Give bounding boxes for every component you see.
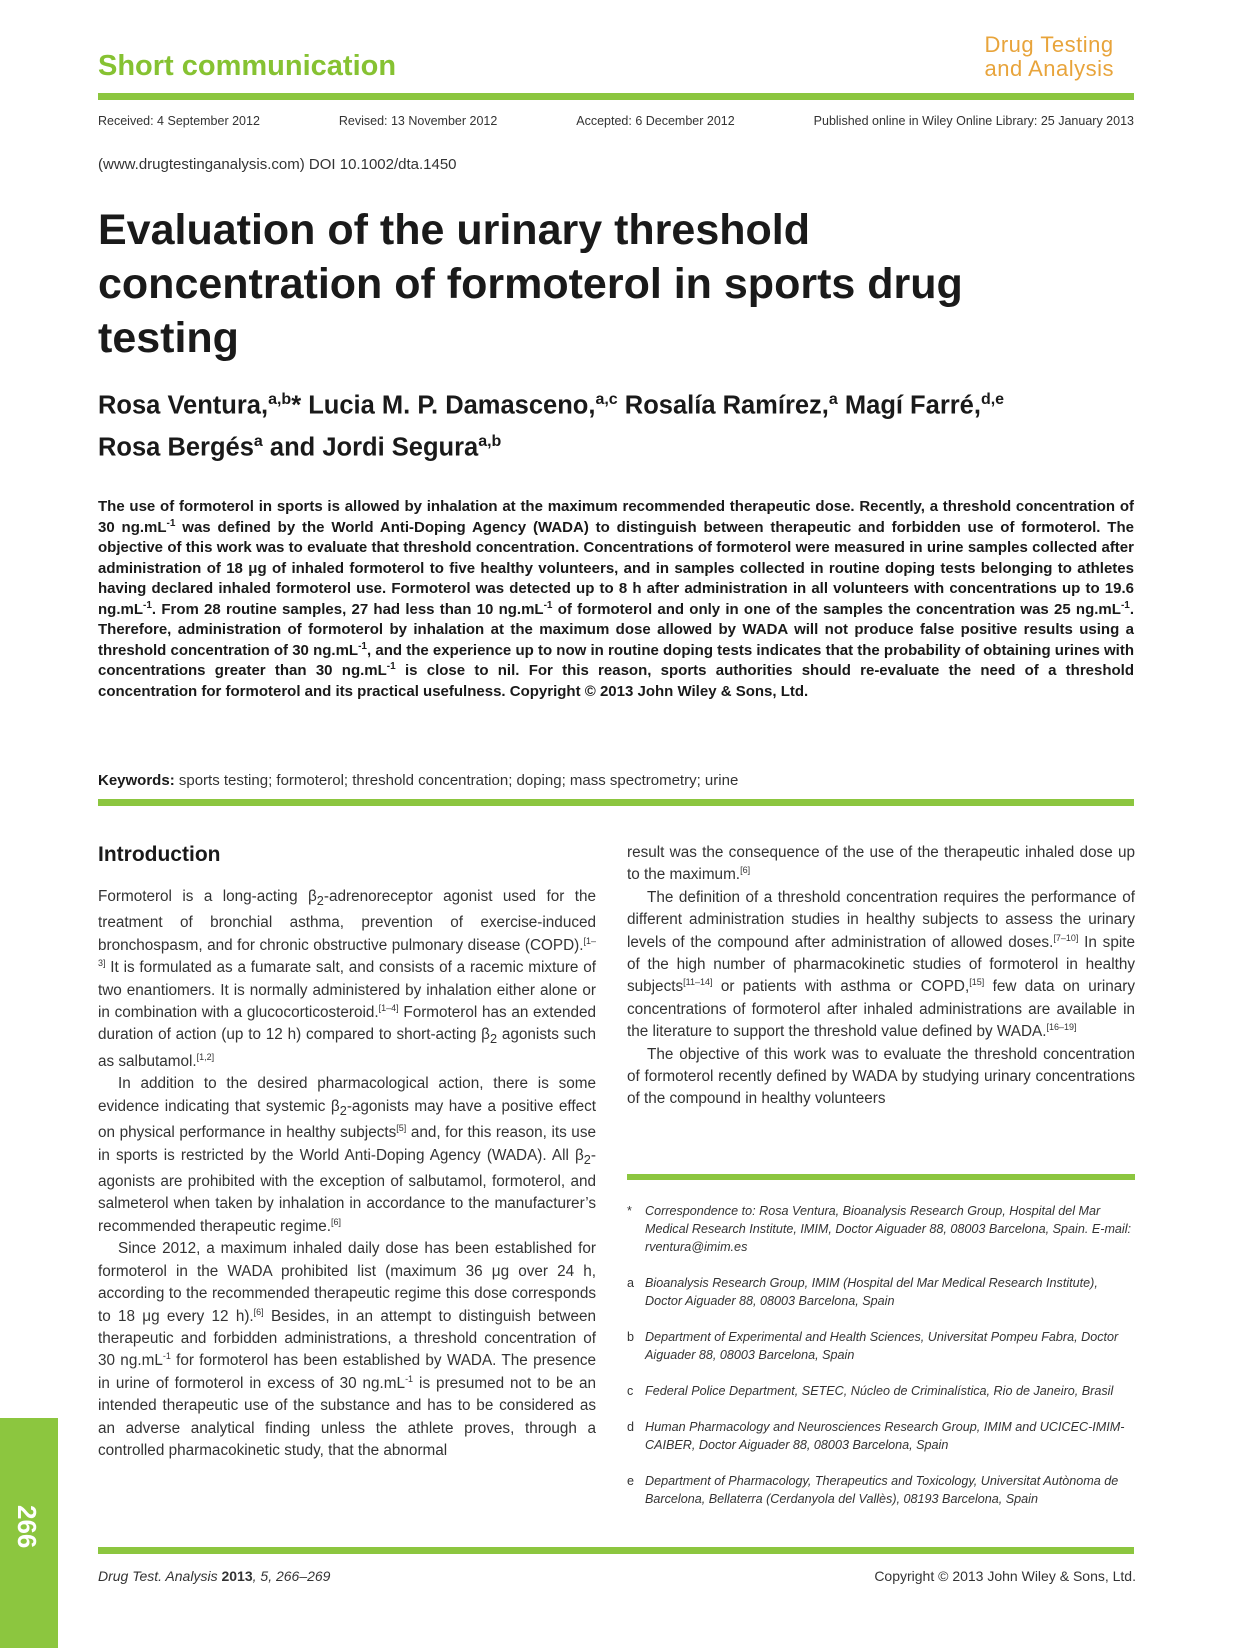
footnote-rule xyxy=(627,1174,1135,1180)
subscript: 2 xyxy=(339,1102,347,1118)
author: Rosa Bergés xyxy=(98,433,254,461)
paragraph xyxy=(627,1044,1135,1111)
superscript: -1 xyxy=(166,517,176,529)
revised-date: Revised: 13 November 2012 xyxy=(338,114,498,128)
journal-name: Drug Test. Analysis xyxy=(98,1568,222,1584)
text: -agonists may have a positive effect on physical performance in healthy subjects xyxy=(98,1097,597,1142)
footnote-marker: e xyxy=(627,1474,635,1488)
subscript: 2 xyxy=(583,1151,591,1167)
paragraph xyxy=(98,886,596,1073)
journal-logo xyxy=(984,33,1114,81)
journal-logo-line2: and Analysis xyxy=(984,56,1114,81)
abstract-text: is close to nil. For this reason, sports authorities should re-evaluate the need of a threshold concentration for formoterol and its practical usefulness. Copyright © 2013 John Wiley & Sons, Ltd. xyxy=(98,662,1135,700)
footnote-marker: * xyxy=(627,1204,632,1218)
text: and, for this reason, its use in sports is restricted by the World Anti-Doping Agency (WADA). All β xyxy=(98,1124,596,1164)
superscript: -1 xyxy=(358,640,367,652)
citation[interactable]: [6] xyxy=(330,1216,341,1227)
author: and Jordi Segura xyxy=(269,433,479,461)
superscript: -1 xyxy=(405,1373,414,1384)
affiliation-marker: a,b xyxy=(478,432,502,450)
abstract-text: . Therefore, administration of formoterol by inhalation at the maximum dose allowed by WADA will not produce false positive results using a threshold concentration of 30 ng.mL xyxy=(98,600,1135,659)
abstract-text: The use of formoterol in sports is allowed by inhalation at the maximum recommended therapeutic dose. Recently, a threshold concentration of 30 ng.mL xyxy=(98,498,1134,536)
affiliation-marker: a,b xyxy=(268,391,292,408)
text: -agonists are prohibited with the exception of salbutamol, formoterol, and salmeterol when taken by inhalation in accordance to the manufacturer’s recommended therapeutic regime. xyxy=(98,1146,596,1235)
article-title: Evaluation of the urinary threshold concentration of formoterol in sports drug testing xyxy=(98,206,963,362)
citation[interactable]: [16–19] xyxy=(1046,1022,1077,1033)
abstract xyxy=(98,497,1134,702)
citation[interactable]: [11–14] xyxy=(683,977,713,988)
keywords xyxy=(98,772,738,789)
footnote-text: Bioanalysis Research Group, IMIM (Hospital del Mar Medical Research Institute), Doctor Aiguader 88, 08003 Barcelona, Spain xyxy=(645,1276,1098,1308)
citation[interactable]: [15] xyxy=(969,977,985,988)
journal-logo-line1: Drug Testing xyxy=(984,32,1114,57)
paragraph xyxy=(627,887,1135,1044)
text: agonists such as salbutamol. xyxy=(98,1026,596,1070)
citation[interactable]: [1–3] xyxy=(98,935,596,969)
journal-year: 2013 xyxy=(221,1568,253,1584)
citation[interactable]: [6] xyxy=(740,865,751,876)
footnote-text: Correspondence to: Rosa Ventura, Bioanalysis Research Group, Hospital del Mar Medical Research Institute, IMIM, Doctor Aiguader 88, 08003 Barcelona, Spain. E-mail: rventura@imim.es xyxy=(645,1204,1132,1254)
citation[interactable]: [1–4] xyxy=(378,1002,399,1013)
affiliation-marker: a,c xyxy=(595,391,618,408)
text: or patients with asthma or COPD, xyxy=(712,978,970,996)
journal-citation xyxy=(98,1568,330,1584)
paragraph xyxy=(98,1073,596,1238)
footnotes xyxy=(627,1202,1135,1526)
text: Besides, in an attempt to distinguish between therapeutic and forbidden administrations, a threshold concentration of 30 ng.mL xyxy=(98,1307,596,1370)
citation[interactable]: [6] xyxy=(253,1306,264,1317)
affiliation-marker: a xyxy=(828,391,838,408)
accepted-date: Accepted: 6 December 2012 xyxy=(576,114,735,128)
text: Formoterol is a long-acting β xyxy=(98,888,317,905)
affiliation-marker: a xyxy=(253,432,263,450)
text: few data on urinary concentrations of formoterol after inhaled administrations are available in the literature to support the threshold value defined by WADA. xyxy=(627,978,1135,1041)
footnote-text: Federal Police Department, SETEC, Núcleo de Criminalística, Rio de Janeiro, Brasil xyxy=(645,1384,1114,1398)
copyright: Copyright © 2013 John Wiley & Sons, Ltd. xyxy=(874,1568,1136,1584)
footnote-text: Human Pharmacology and Neurosciences Research Group, IMIM and UCICEC-IMIM-CAIBER, Doctor Aiguader 88, 08003 Barcelona, Spain xyxy=(645,1420,1125,1452)
author: Rosa Ventura, xyxy=(98,391,269,420)
footnote xyxy=(627,1202,1135,1256)
paragraph xyxy=(98,1238,596,1462)
footnote-marker: c xyxy=(627,1384,634,1398)
text: for formoterol has been established by WADA. The presence in urine of formoterol in excess of 30 ng.mL xyxy=(98,1352,597,1392)
keywords-text: sports testing; formoterol; threshold concentration; doping; mass spectrometry; urine xyxy=(174,772,739,789)
footnote-marker: a xyxy=(627,1276,635,1290)
text: Formoterol has an extended duration of action (up to 12 h) compared to short-acting β xyxy=(98,1004,596,1044)
abstract-text: , and the experience up to now in routine doping tests indicates that the probability of obtaining urines with concentrations greater than 30 ng.mL xyxy=(98,641,1134,679)
author: Magí Farré, xyxy=(844,391,981,420)
citation[interactable]: [7–10] xyxy=(1053,932,1079,943)
abstract-text: of formoterol and only in one of the samples the concentration was 25 ng.mL xyxy=(552,600,1121,618)
superscript: -1 xyxy=(162,1351,171,1362)
article-dates xyxy=(98,114,1134,128)
text: In addition to the desired pharmacological action, there is some evidence indicating that systemic β xyxy=(98,1075,596,1115)
footnote-text: Department of Experimental and Health Sciences, Universitat Pompeu Fabra, Doctor Aiguader 88, 08003 Barcelona, Spain xyxy=(645,1330,1119,1362)
footnote-marker: d xyxy=(627,1420,635,1434)
footnote xyxy=(627,1418,1135,1454)
body-column-left xyxy=(98,886,596,1462)
journal-volume-pages: , 5, 266–269 xyxy=(252,1568,331,1584)
superscript: -1 xyxy=(143,599,152,611)
section-heading: Introduction xyxy=(98,843,221,866)
text: The definition of a threshold concentration requires the performance of different administration studies in healthy subjects to assess the urinary levels of the compound after administration of allowed doses. xyxy=(627,888,1135,951)
section-label: Short communication xyxy=(98,50,397,82)
page-number: 266 xyxy=(12,1505,42,1549)
superscript: -1 xyxy=(543,599,553,611)
text: -adrenoreceptor agonist used for the treatment of bronchial asthma, prevention of exercise-induced bronchospasm, and for chronic obstructive pulmonary disease (COPD). xyxy=(98,888,596,954)
text: The objective of this work was to evaluate the threshold concentration of formoterol recently defined by WADA by studying urinary concentrations of the compound in healthy volunteers xyxy=(627,1045,1135,1108)
affiliation-marker: d,e xyxy=(980,391,1005,408)
abstract-rule xyxy=(98,799,1134,806)
author-list xyxy=(98,382,1138,465)
footnote xyxy=(627,1328,1135,1364)
footnote xyxy=(627,1472,1135,1508)
superscript: -1 xyxy=(386,661,396,672)
superscript: -1 xyxy=(1120,599,1130,611)
paragraph xyxy=(627,842,1135,887)
footnote-marker: b xyxy=(627,1330,635,1344)
footer-rule xyxy=(98,1547,1134,1554)
footnote xyxy=(627,1382,1135,1400)
text: is presumed not to be an intended therapeutic use of the substance and has to be considered as an adverse analytical finding unless the athlete proves, through a controlled pharmacokinetic study, that the abnormal xyxy=(98,1374,596,1459)
keywords-label: Keywords: xyxy=(98,772,175,789)
text: Since 2012, a maximum inhaled daily dose has been established for formoterol in the WADA prohibited list (maximum 36 μg over 24 h, according to the recommended therapeutic regime this dose corresponds to 18 μg every 12 h). xyxy=(98,1240,596,1325)
footnote-text: Department of Pharmacology, Therapeutics and Toxicology, Universitat Autònoma de Barcelona, Bellaterra (Cerdanyola del Vallès), 08193 Barcelona, Spain xyxy=(645,1474,1119,1506)
doi-line[interactable]: (www.drugtestinganalysis.com) DOI 10.1002/dta.1450 xyxy=(98,156,457,173)
footnote xyxy=(627,1274,1135,1310)
header-rule xyxy=(98,93,1134,100)
author: Rosalía Ramírez, xyxy=(624,391,829,420)
text: In spite of the high number of pharmacokinetic studies of formoterol in healthy subjects xyxy=(627,933,1135,996)
subscript: 2 xyxy=(489,1031,498,1047)
text: It is formulated as a fumarate salt, and consists of a racemic mixture of two enantiomers. It is normally administered by inhalation either alone or in combination with a glucocorticosteroid. xyxy=(98,959,596,1022)
citation[interactable]: [1,2] xyxy=(196,1051,215,1062)
abstract-text: . From 28 routine samples, 27 had less than 10 ng.mL xyxy=(151,600,544,618)
text: result was the consequence of the use of the therapeutic inhaled dose up to the maximum. xyxy=(627,844,1135,884)
subscript: 2 xyxy=(316,893,324,909)
abstract-text: was defined by the World Anti-Doping Agency (WADA) to distinguish between therapeutic and forbidden use of formoterol. The objective of this work was to evaluate that threshold concentration. Concentrations of formoterol were measured in urine samples collected after administration of 18 μg of inhaled formoterol to five healthy volunteers, and in samples collected in routine doping tests belonging to athletes having declared inhaled formoterol use. Formoterol was detected up to 8 h after administration in all volunteers with concentrations up to 19.6 ng.mL xyxy=(98,518,1134,618)
received-date: Received: 4 September 2012 xyxy=(98,114,260,128)
correspondence-marker: * xyxy=(291,391,302,420)
author: Lucia M. P. Damasceno, xyxy=(308,391,596,420)
published-date: Published online in Wiley Online Library: 25 January 2013 xyxy=(813,114,1134,128)
body-column-right xyxy=(627,842,1135,1111)
citation[interactable]: [5] xyxy=(396,1123,407,1134)
